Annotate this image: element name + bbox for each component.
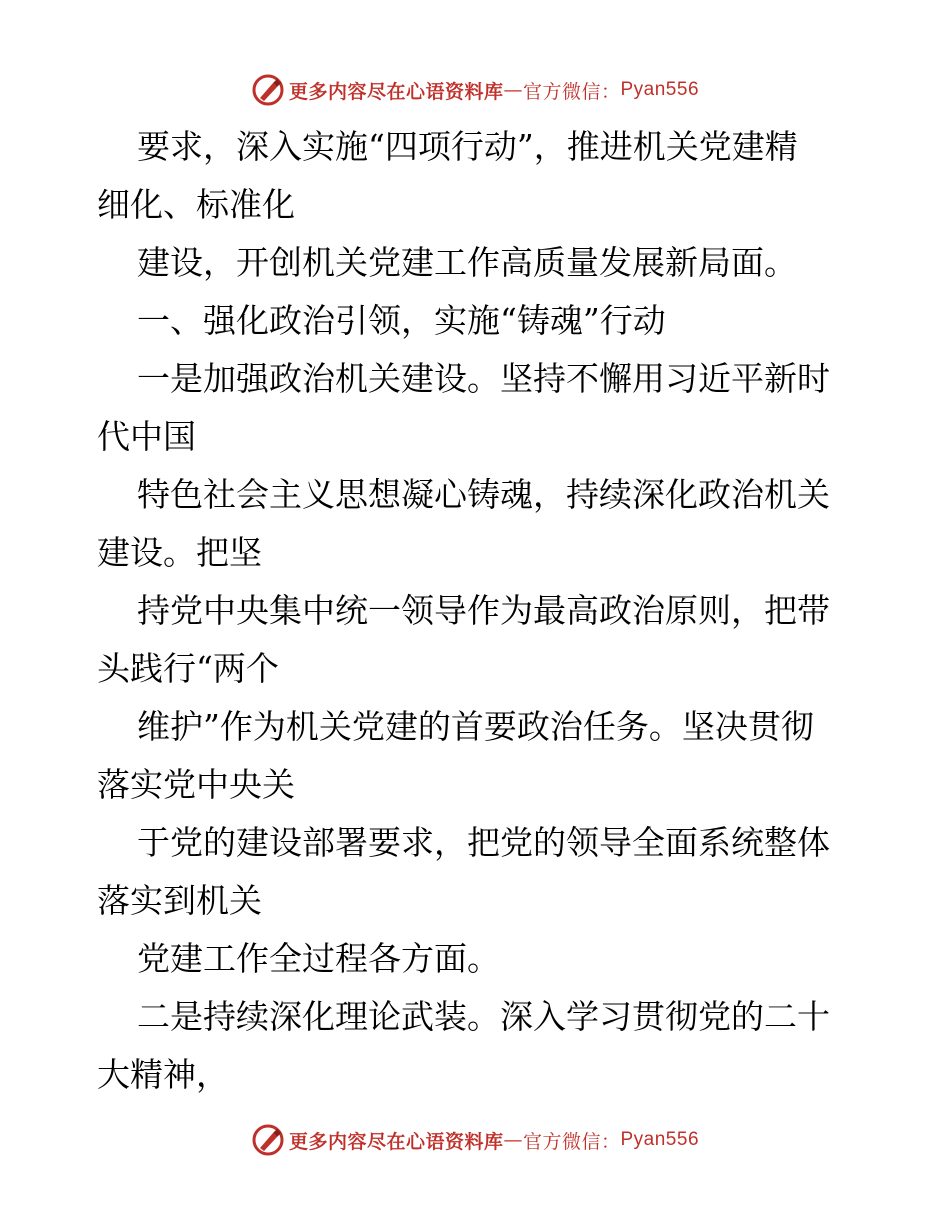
footer-watermark-banner bbox=[0, 1120, 950, 1160]
section-heading: 一、强化政治引领，实施“铸魂”行动 bbox=[137, 301, 666, 340]
text-line: 建设，开创机关党建工作高质量发展新局面。 bbox=[137, 243, 797, 282]
pen-logo-icon bbox=[251, 73, 285, 107]
banner-wechat-label: 官方微信： bbox=[522, 1130, 621, 1153]
text-line: 一是加强政治机关建设。坚持不懈用习近平新时 bbox=[137, 359, 830, 398]
text-line: 于党的建设部署要求，把党的领导全面系统整体 bbox=[137, 823, 830, 862]
text-line: 持党中央集中统一领导作为最高政治原则，把带 bbox=[137, 591, 830, 630]
text-line: 落实党中央关 bbox=[97, 765, 295, 804]
banner-wechat-id: Pyan556 bbox=[620, 79, 700, 100]
text-line: 头践行“两个 bbox=[97, 649, 279, 688]
text-line: 要求，深入实施“四项行动”，推进机关党建精 bbox=[137, 127, 798, 166]
header-watermark-banner bbox=[0, 70, 950, 110]
banner-site-text: 更多内容尽在心语资料库 bbox=[288, 80, 504, 103]
banner-dash: — bbox=[503, 79, 523, 101]
text-line: 代中国 bbox=[97, 417, 196, 456]
text-line: 维护”作为机关党建的首要政治任务。坚决贯彻 bbox=[137, 707, 814, 746]
text-line: 党建工作全过程各方面。 bbox=[137, 939, 500, 978]
text-line: 建设。把坚 bbox=[97, 533, 262, 572]
banner-wechat-label: 官方微信： bbox=[522, 80, 621, 103]
banner-wechat-id: Pyan556 bbox=[620, 1129, 700, 1150]
text-line: 细化、标准化 bbox=[97, 185, 295, 224]
banner-site-text: 更多内容尽在心语资料库 bbox=[288, 1130, 504, 1153]
banner-dash: — bbox=[503, 1129, 523, 1151]
pen-logo-icon bbox=[251, 1123, 285, 1157]
document-body bbox=[97, 118, 857, 1104]
text-line: 特色社会主义思想凝心铸魂，持续深化政治机关 bbox=[137, 475, 830, 514]
text-line: 大精神， bbox=[97, 1055, 229, 1094]
text-line: 落实到机关 bbox=[97, 881, 262, 920]
text-line: 二是持续深化理论武装。深入学习贯彻党的二十 bbox=[137, 997, 830, 1036]
